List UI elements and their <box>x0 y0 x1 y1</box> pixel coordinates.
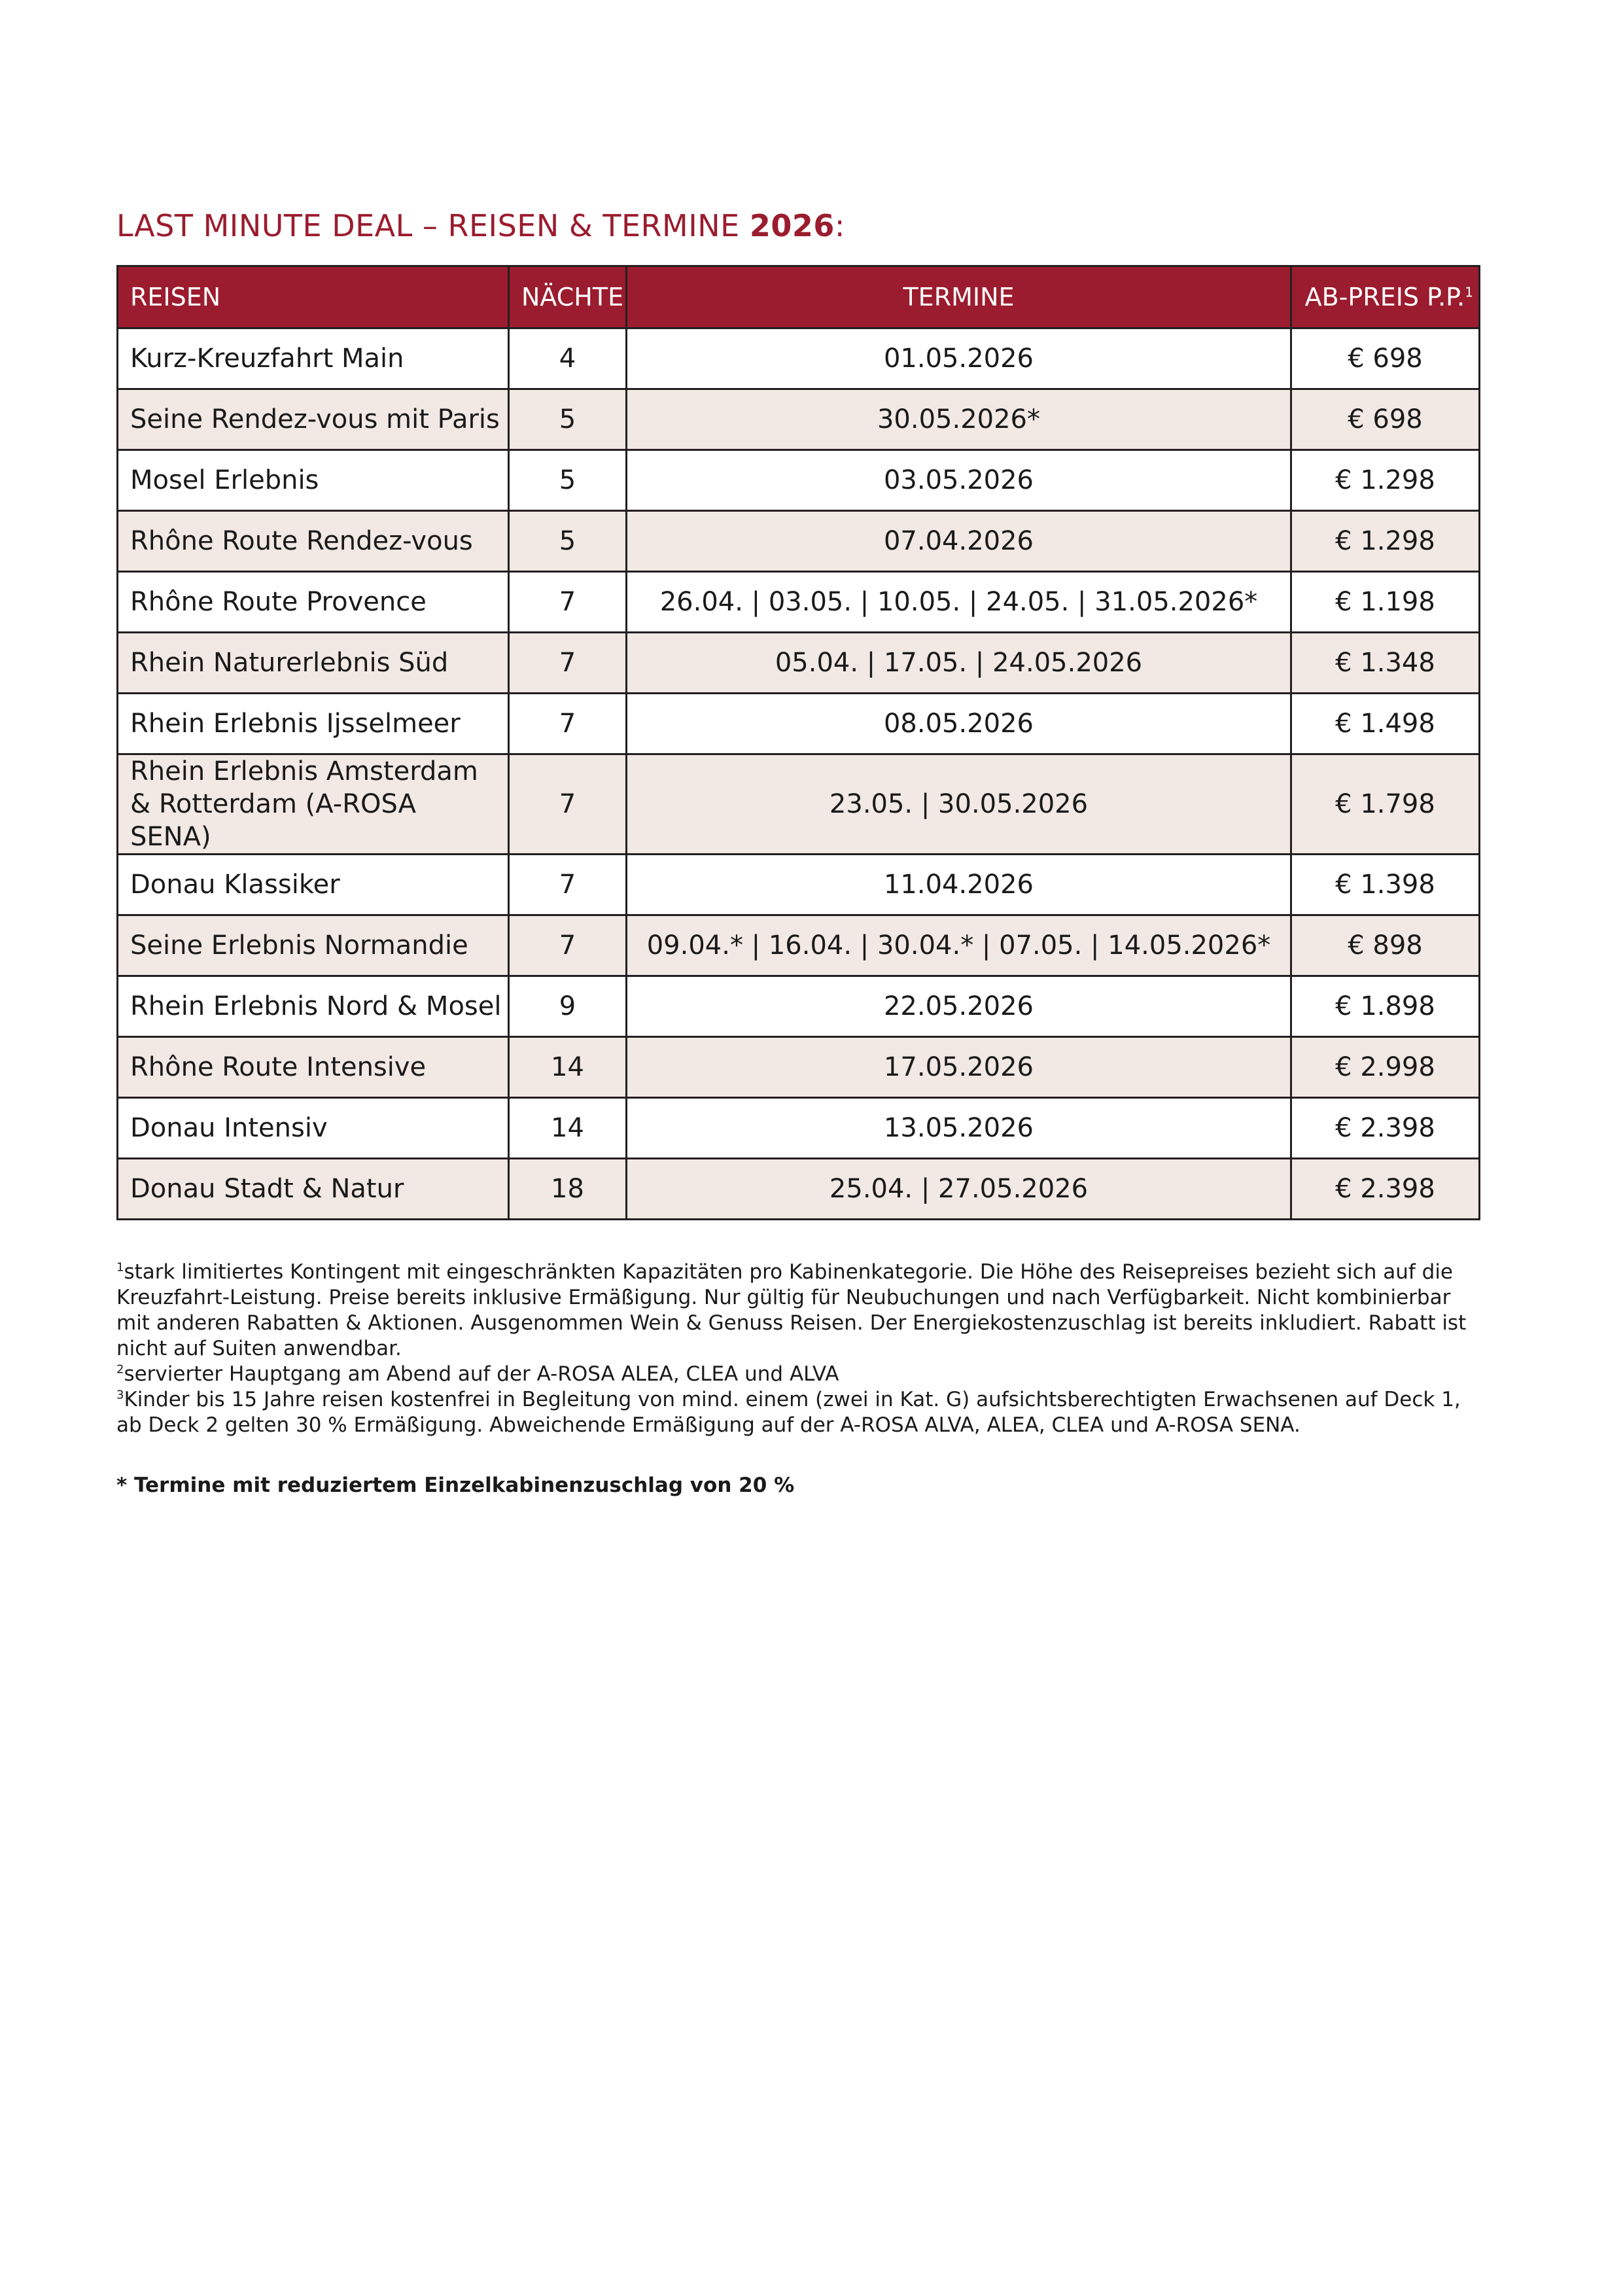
cell-trip-name: Seine Erlebnis Normandie <box>118 915 509 976</box>
title-year: 2026 <box>749 208 835 243</box>
header-preis <box>1291 266 1480 328</box>
table-header-row <box>118 266 1480 328</box>
cell-dates: 11.04.2026 <box>627 855 1291 915</box>
cell-nights: 14 <box>509 1098 627 1159</box>
table-row <box>118 511 1480 572</box>
cell-price: € 1.298 <box>1291 511 1480 572</box>
cell-dates: 03.05.2026 <box>627 450 1291 511</box>
cell-trip-name: Rhône Route Rendez-vous <box>118 511 509 572</box>
cell-trip-name: Donau Stadt & Natur <box>118 1159 509 1220</box>
cell-nights: 5 <box>509 511 627 572</box>
cell-price: € 1.198 <box>1291 572 1480 633</box>
cell-dates: 05.04. | 17.05. | 24.05.2026 <box>627 633 1291 694</box>
cell-trip-name: Mosel Erlebnis <box>118 450 509 511</box>
cell-nights: 7 <box>509 694 627 754</box>
header-naechte: NÄCHTE <box>509 266 627 328</box>
title-colon: : <box>834 208 845 243</box>
cell-nights: 5 <box>509 450 627 511</box>
cell-trip-name: Rhein Erlebnis Nord & Mosel <box>118 976 509 1037</box>
cell-nights: 7 <box>509 915 627 976</box>
cell-dates: 13.05.2026 <box>627 1098 1291 1159</box>
cell-dates: 30.05.2026* <box>627 389 1291 450</box>
table-row <box>118 450 1480 511</box>
cell-dates: 01.05.2026 <box>627 328 1291 389</box>
cell-nights: 4 <box>509 328 627 389</box>
cell-trip-name: Rhein Naturerlebnis Süd <box>118 633 509 694</box>
star-note: * Termine mit reduziertem Einzelkabinenzuschlag von 20 % <box>116 1474 795 1497</box>
cell-nights: 7 <box>509 855 627 915</box>
cell-price: € 1.498 <box>1291 694 1480 754</box>
cell-trip-name: Rhein Erlebnis Amsterdam & Rotterdam (A-ROSA SENA) <box>118 754 509 855</box>
cell-dates: 07.04.2026 <box>627 511 1291 572</box>
table-row <box>118 572 1480 633</box>
cell-nights: 18 <box>509 1159 627 1220</box>
cell-trip-name: Seine Rendez-vous mit Paris <box>118 389 509 450</box>
cell-price: € 898 <box>1291 915 1480 976</box>
table-row <box>118 694 1480 754</box>
cell-price: € 2.398 <box>1291 1159 1480 1220</box>
title-main: LAST MINUTE DEAL – REISEN & TERMINE <box>116 208 750 243</box>
table-row <box>118 328 1480 389</box>
cell-price: € 698 <box>1291 389 1480 450</box>
table-row <box>118 915 1480 976</box>
deals-table <box>116 265 1480 1220</box>
cell-price: € 2.998 <box>1291 1037 1480 1098</box>
table-row <box>118 633 1480 694</box>
cell-price: € 1.298 <box>1291 450 1480 511</box>
table-row <box>118 754 1480 855</box>
cell-price: € 1.348 <box>1291 633 1480 694</box>
footnote-text: Kinder bis 15 Jahre reisen kostenfrei in Begleitung von mind. einem (zwei in Kat. G) aufsichtsberechtigten Erwachsenen auf Deck 1, ab Deck 2 gelten 30 % Ermäßigung. Abweichende Ermäßigung auf der A-ROSA ALVA, ALEA, CLEA und A-ROSA SENA. <box>116 1388 1461 1437</box>
cell-price: € 2.398 <box>1291 1098 1480 1159</box>
cell-trip-name: Donau Intensiv <box>118 1098 509 1159</box>
footnote-3 <box>116 1387 1484 1438</box>
cell-trip-name: Donau Klassiker <box>118 855 509 915</box>
footnote-1 <box>116 1260 1484 1362</box>
table-row <box>118 1159 1480 1220</box>
cell-price: € 1.798 <box>1291 754 1480 855</box>
cell-price: € 1.898 <box>1291 976 1480 1037</box>
cell-dates: 22.05.2026 <box>627 976 1291 1037</box>
header-preis-footnote: 1 <box>1465 284 1473 300</box>
header-reisen: REISEN <box>118 266 509 328</box>
footnote-mark: 2 <box>116 1362 124 1377</box>
footnote-mark: 3 <box>116 1388 124 1402</box>
cell-nights: 7 <box>509 572 627 633</box>
footnote-text: stark limitiertes Kontingent mit eingeschränkten Kapazitäten pro Kabinenkategorie. Die Höhe des Reisepreises bezieht sich auf die Kreuzfahrt-Leistung. Preise bereits inklusive Ermäßigung. Nur gültig für Neubuchungen und nach Verfügbarkeit. Nicht kombinierbar mit anderen Rabatten & Aktionen. Ausgenommen Wein & Genuss Reisen. Der Energiekostenzuschlag ist bereits inkludiert. Rabatt ist nicht auf Suiten anwendbar. <box>116 1260 1467 1360</box>
footnote-mark: 1 <box>116 1260 124 1275</box>
cell-trip-name: Rhône Route Provence <box>118 572 509 633</box>
cell-dates: 17.05.2026 <box>627 1037 1291 1098</box>
cell-nights: 7 <box>509 754 627 855</box>
cell-dates: 25.04. | 27.05.2026 <box>627 1159 1291 1220</box>
cell-nights: 9 <box>509 976 627 1037</box>
table-row <box>118 389 1480 450</box>
cell-trip-name: Rhein Erlebnis Ijsselmeer <box>118 694 509 754</box>
cell-trip-name: Kurz-Kreuzfahrt Main <box>118 328 509 389</box>
footnote-2 <box>116 1362 1484 1387</box>
footnotes <box>116 1260 1484 1438</box>
cell-dates: 08.05.2026 <box>627 694 1291 754</box>
cell-nights: 14 <box>509 1037 627 1098</box>
cell-price: € 1.398 <box>1291 855 1480 915</box>
header-termine: TERMINE <box>627 266 1291 328</box>
cell-price: € 698 <box>1291 328 1480 389</box>
table-row <box>118 1037 1480 1098</box>
table-row <box>118 1098 1480 1159</box>
cell-nights: 7 <box>509 633 627 694</box>
cell-dates: 09.04.* | 16.04. | 30.04.* | 07.05. | 14.05.2026* <box>627 915 1291 976</box>
cell-nights: 5 <box>509 389 627 450</box>
cell-dates: 23.05. | 30.05.2026 <box>627 754 1291 855</box>
page-title <box>116 208 845 243</box>
table-row <box>118 976 1480 1037</box>
footnote-text: servierter Hauptgang am Abend auf der A-ROSA ALEA, CLEA und ALVA <box>124 1362 839 1386</box>
table-row <box>118 855 1480 915</box>
cell-dates: 26.04. | 03.05. | 10.05. | 24.05. | 31.05.2026* <box>627 572 1291 633</box>
cell-trip-name: Rhône Route Intensive <box>118 1037 509 1098</box>
header-preis-label: AB-PREIS P.P. <box>1304 283 1465 311</box>
